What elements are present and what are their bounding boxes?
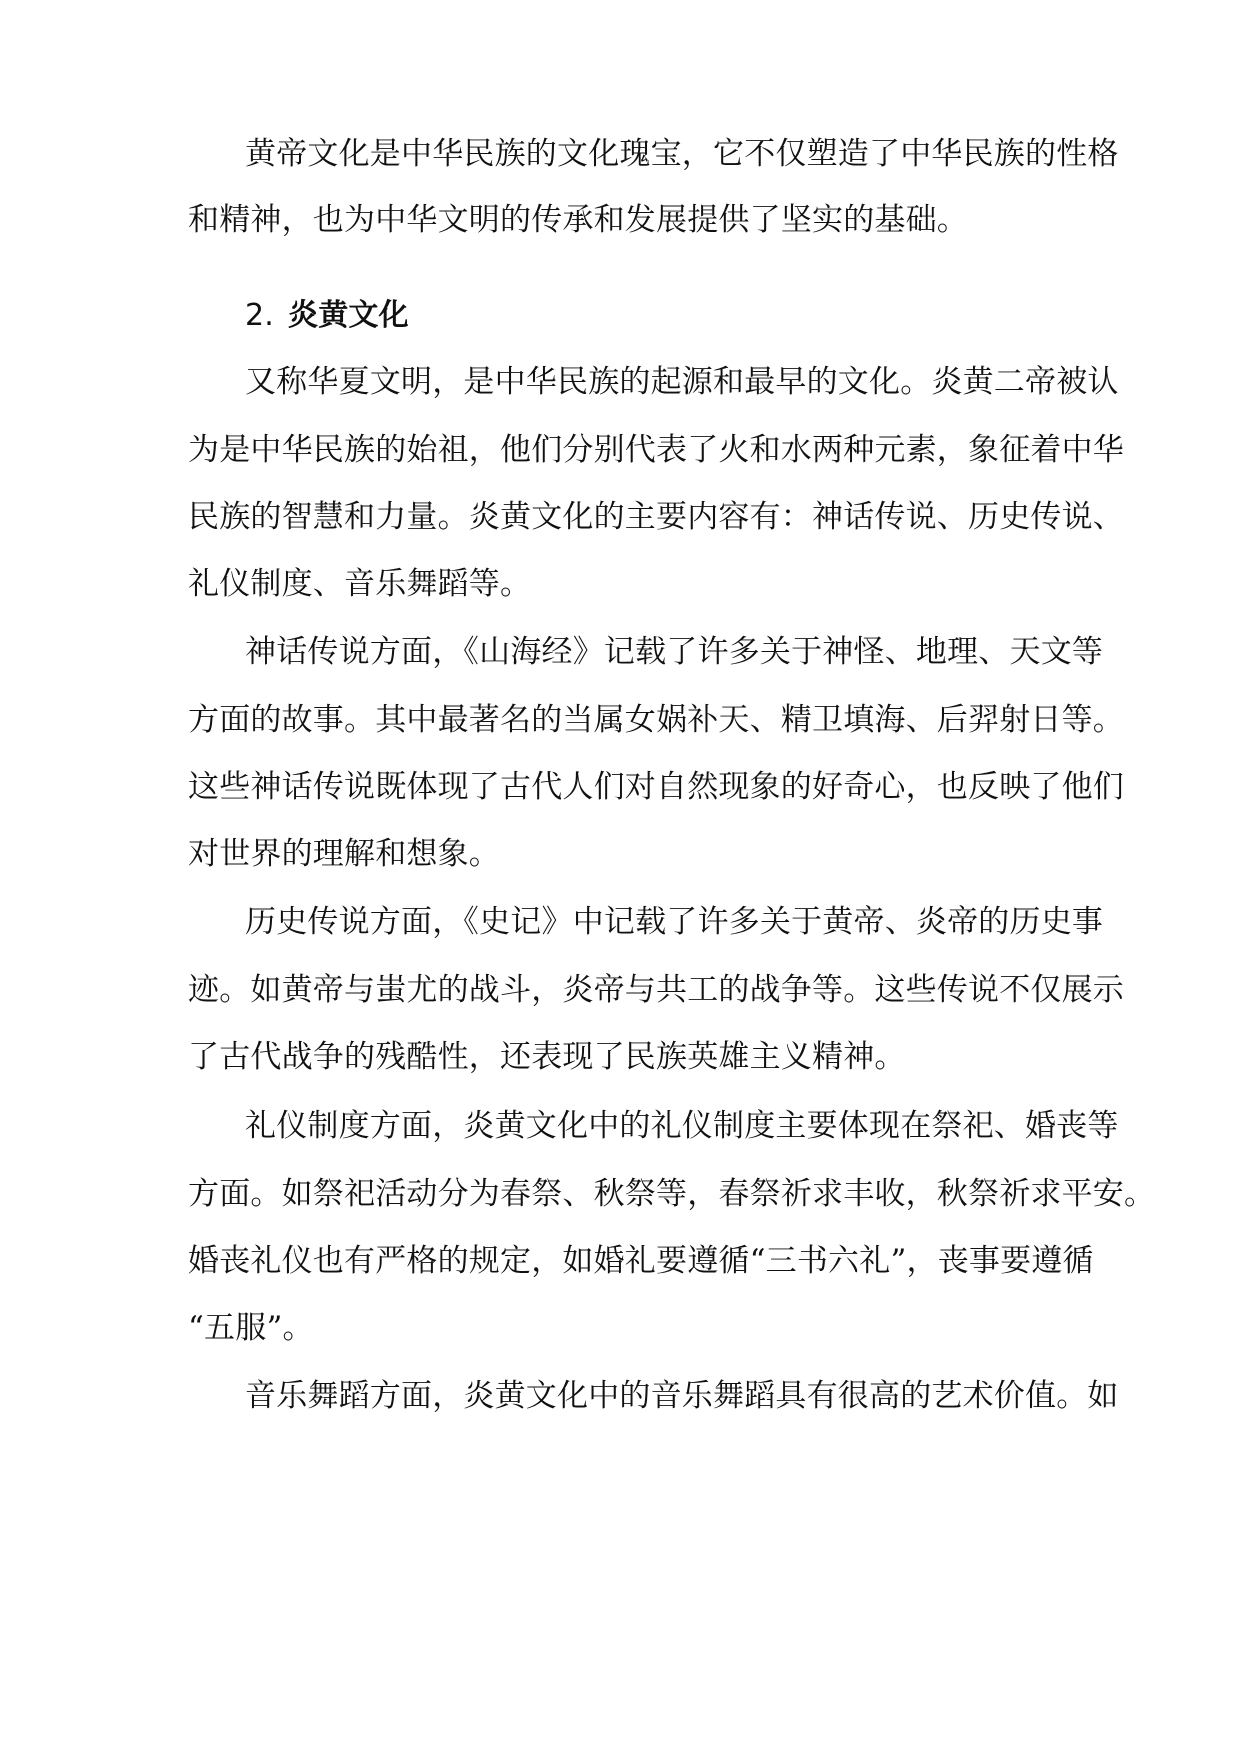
paragraph-line: 了古代战争的残酷性，还表现了民族英雄主义精神。 bbox=[188, 1039, 906, 1075]
paragraph-line: 迹。如黄帝与蚩尤的战斗，炎帝与共工的战争等。这些传说不仅展示 bbox=[188, 972, 1124, 1008]
paragraph-line: 对世界的理解和想象。 bbox=[188, 836, 500, 872]
paragraph-line: “五服”。 bbox=[188, 1310, 314, 1346]
paragraph-line: 方面的故事。其中最著名的当属女娲补天、精卫填海、后羿射日等。 bbox=[188, 702, 1124, 738]
paragraph-line: 婚丧礼仪也有严格的规定，如婚礼要遵循“三书六礼”，丧事要遵循 bbox=[188, 1243, 1094, 1279]
section-number: 2. bbox=[245, 298, 275, 333]
paragraph-line: 黄帝文化是中华民族的文化瑰宝，它不仅塑造了中华民族的性格 bbox=[245, 136, 1119, 172]
paragraph-line: 又称华夏文明，是中华民族的起源和最早的文化。炎黄二帝被认 bbox=[245, 364, 1119, 400]
paragraph-line: 神话传说方面，《山海经》记载了许多关于神怪、地理、天文等 bbox=[245, 634, 1104, 670]
paragraph-line: 礼仪制度方面，炎黄文化中的礼仪制度主要体现在祭祀、婚丧等 bbox=[245, 1108, 1119, 1144]
section-title: 炎黄文化 bbox=[288, 298, 409, 333]
paragraph-line: 和精神，也为中华文明的传承和发展提供了坚实的基础。 bbox=[188, 202, 968, 238]
paragraph-line: 历史传说方面，《史记》中记载了许多关于黄帝、炎帝的历史事 bbox=[245, 904, 1104, 940]
paragraph-line: 这些神话传说既体现了古代人们对自然现象的好奇心，也反映了他们 bbox=[188, 769, 1124, 805]
section-heading bbox=[245, 296, 409, 336]
paragraph-line: 方面。如祭祀活动分为春祭、秋祭等，春祭祈求丰收，秋祭祈求平安。 bbox=[188, 1176, 1156, 1212]
paragraph-line: 为是中华民族的始祖，他们分别代表了火和水两种元素，象征着中华 bbox=[188, 432, 1124, 468]
paragraph-line: 音乐舞蹈方面，炎黄文化中的音乐舞蹈具有很高的艺术价值。如 bbox=[245, 1378, 1119, 1414]
paragraph-line: 礼仪制度、音乐舞蹈等。 bbox=[188, 566, 532, 602]
paragraph-line: 民族的智慧和力量。炎黄文化的主要内容有：神话传说、历史传说、 bbox=[188, 499, 1124, 535]
